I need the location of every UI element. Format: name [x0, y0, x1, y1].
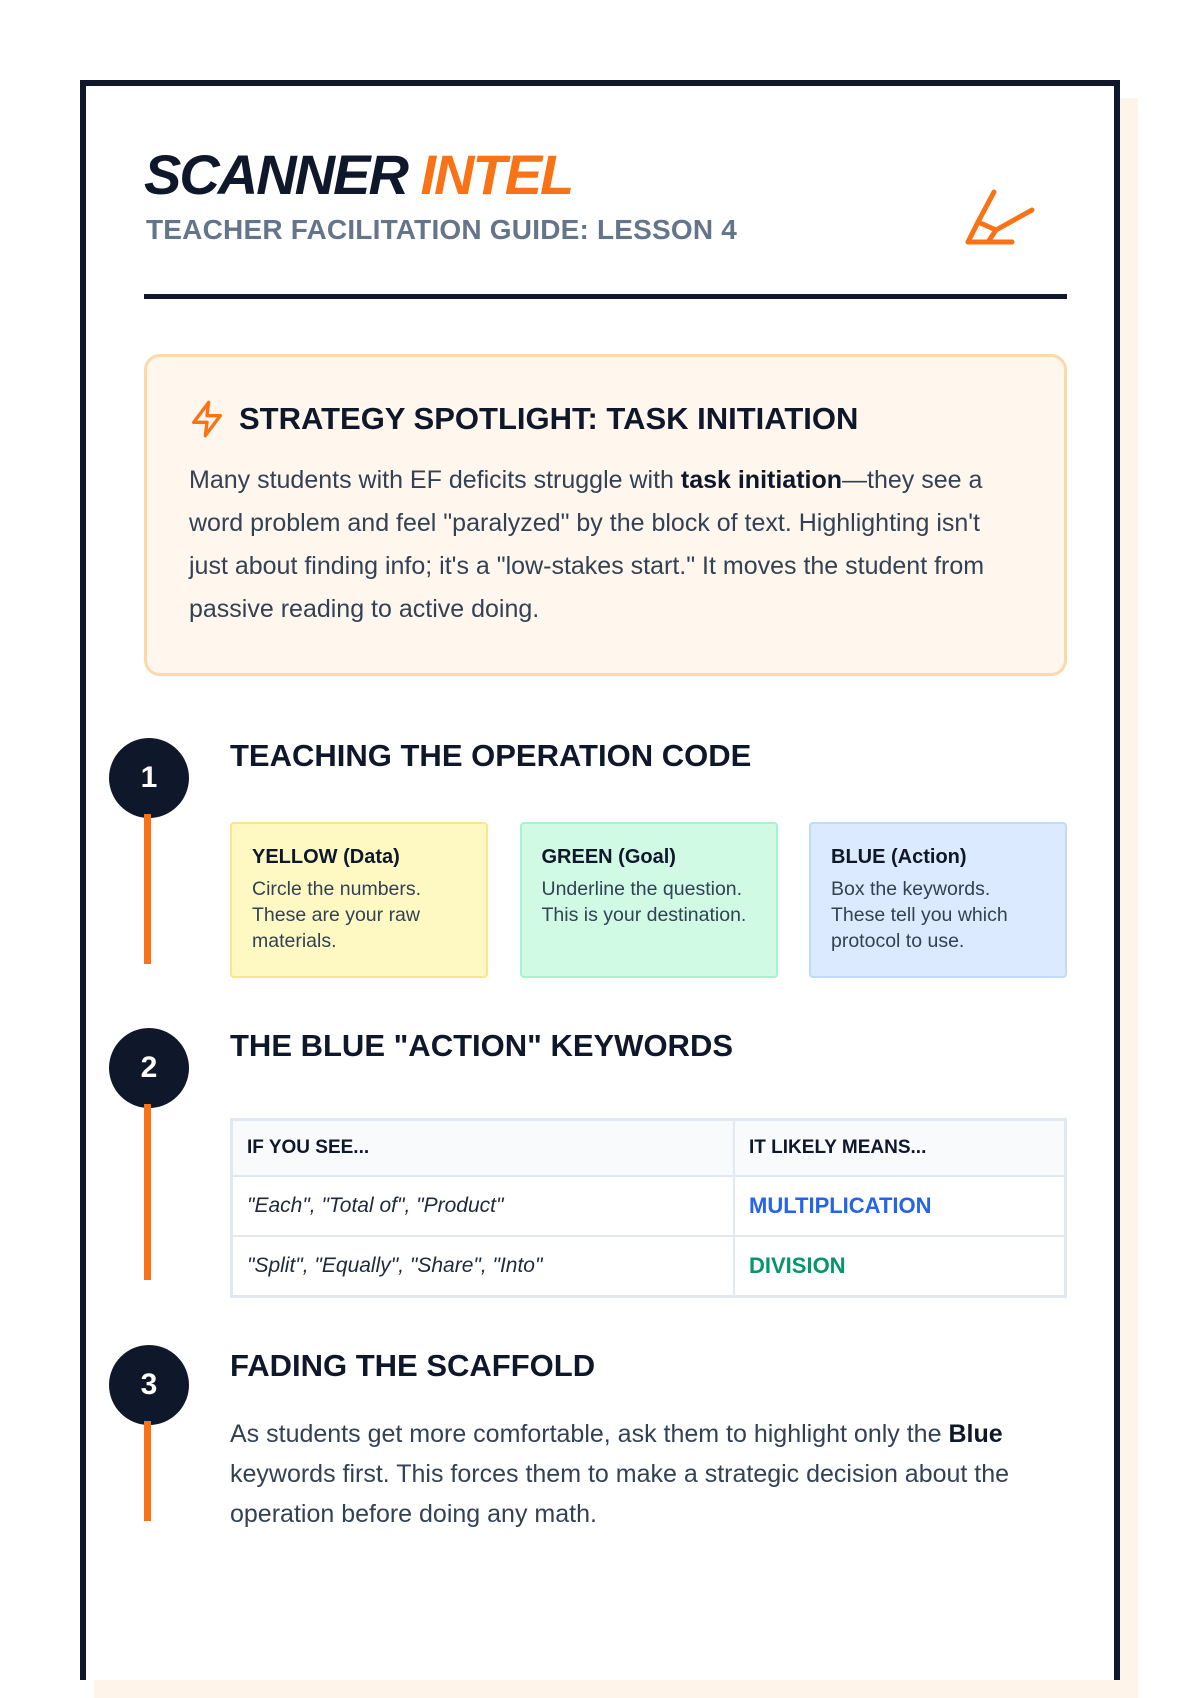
step-3-number: 3 — [109, 1345, 189, 1425]
spotlight-body-text-end: —they see a word problem and feel "paralyzed" by the block of text. Highlighting isn't just about finding info; it's a "low-stakes start." It moves the student from passive reading to active doing. — [189, 466, 985, 623]
card-title: BLUE (Action) — [831, 846, 967, 868]
column-header-if-you-see: IF YOU SEE... — [232, 1120, 735, 1177]
keywords-table — [230, 1118, 1067, 1298]
card-yellow-data — [230, 822, 488, 978]
card-green-goal — [520, 822, 778, 978]
keyword-cell: "Split", "Equally", "Share", "Into" — [232, 1236, 735, 1297]
guide-page — [80, 80, 1120, 1680]
step-3-body-text-end: keywords first. This forces them to make a strategic decision about the operation before doing any math. — [230, 1460, 1010, 1528]
header-divider — [144, 294, 1067, 299]
step-2-title: THE BLUE "ACTION" KEYWORDS — [230, 1028, 734, 1063]
step-1-timeline — [144, 814, 151, 964]
card-title: YELLOW (Data) — [252, 846, 400, 868]
card-blue-action — [809, 822, 1067, 978]
brand-word-intel: INTEL — [420, 143, 573, 206]
brand-word-scanner: SCANNER — [144, 143, 407, 206]
table-row — [232, 1176, 1066, 1236]
step-3-timeline — [144, 1421, 151, 1521]
step-1-number: 1 — [109, 738, 189, 818]
step-3-title: FADING THE SCAFFOLD — [230, 1348, 596, 1383]
card-text: Underline the question. This is your destination. — [541, 878, 747, 926]
step-2-number: 2 — [109, 1028, 189, 1108]
strategy-spotlight-box — [144, 354, 1067, 676]
operation-cell: DIVISION — [734, 1236, 1066, 1297]
keyword-cell: "Each", "Total of", "Product" — [232, 1176, 735, 1236]
lightning-bolt-icon — [187, 399, 227, 439]
spotlight-body-text-start: Many students with EF deficits struggle with — [189, 466, 681, 494]
card-title: GREEN (Goal) — [541, 846, 676, 868]
step-1-title: TEACHING THE OPERATION CODE — [230, 738, 752, 773]
table-row — [232, 1236, 1066, 1297]
card-text: Box the keywords. These tell you which protocol to use. — [831, 878, 1008, 952]
card-text: Circle the numbers. These are your raw materials. — [252, 878, 422, 952]
spotlight-title: STRATEGY SPOTLIGHT: TASK INITIATION — [239, 401, 859, 436]
operation-code-cards — [230, 822, 1067, 978]
spotlight-header — [189, 397, 1024, 441]
step-2-timeline — [144, 1104, 151, 1280]
operation-cell: MULTIPLICATION — [734, 1176, 1066, 1236]
table-header-row — [232, 1120, 1066, 1177]
highlighter-icon — [964, 186, 1036, 250]
step-3-body-emphasis: Blue — [948, 1420, 1003, 1448]
spotlight-body-emphasis: task initiation — [680, 466, 843, 494]
column-header-it-likely-means: IT LIKELY MEANS... — [734, 1120, 1066, 1177]
step-3-body — [230, 1414, 1067, 1534]
step-3-body-text-start: As students get more comfortable, ask them to highlight only the — [230, 1420, 949, 1448]
brand-title — [144, 144, 572, 206]
page-subtitle: TEACHER FACILITATION GUIDE: LESSON 4 — [146, 214, 738, 245]
spotlight-body — [189, 459, 1024, 631]
